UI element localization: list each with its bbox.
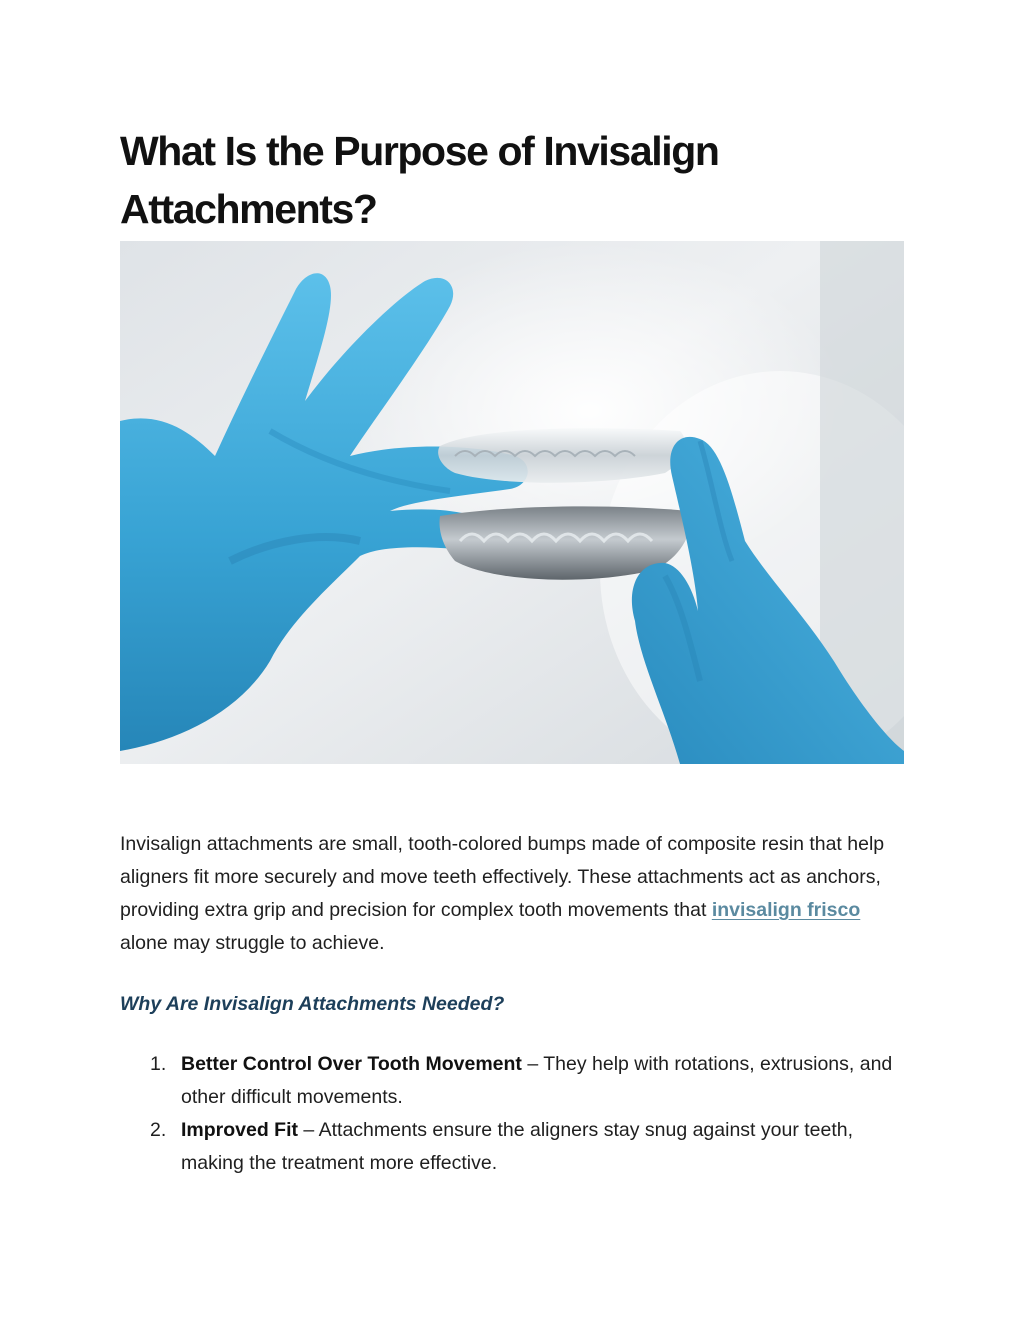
- section-subheading: Why Are Invisalign Attachments Needed?: [120, 993, 505, 1015]
- article-photo: [120, 241, 904, 764]
- list-term: Improved Fit: [181, 1119, 299, 1141]
- intro-paragraph: [120, 828, 910, 960]
- intro-text-after: alone may struggle to achieve.: [120, 932, 385, 954]
- list-number: 1.: [150, 1053, 167, 1075]
- benefits-list: [120, 1048, 910, 1180]
- list-item: [120, 1048, 910, 1114]
- list-text: – They help with rotations, extrusions, and other difficult movements.: [181, 1053, 893, 1108]
- list-text: – Attachments ensure the aligners stay snug against your teeth, making the treatment more effective.: [181, 1119, 854, 1174]
- gloved-hands-holding-clear-aligners-icon: [120, 241, 904, 764]
- list-number: 2.: [150, 1119, 167, 1141]
- intro-text-before: Invisalign attachments are small, tooth-colored bumps made of composite resin that help aligners fit more securely and move teeth effectively. These attachments act as anchors, providing extra grip and precision for complex tooth movements that: [120, 833, 885, 921]
- page-title: What Is the Purpose of Invisalign Attachments?: [120, 128, 719, 232]
- invisalign-frisco-link[interactable]: invisalign frisco: [711, 899, 861, 921]
- list-term: Better Control Over Tooth Movement: [181, 1053, 522, 1075]
- list-item: [120, 1114, 910, 1180]
